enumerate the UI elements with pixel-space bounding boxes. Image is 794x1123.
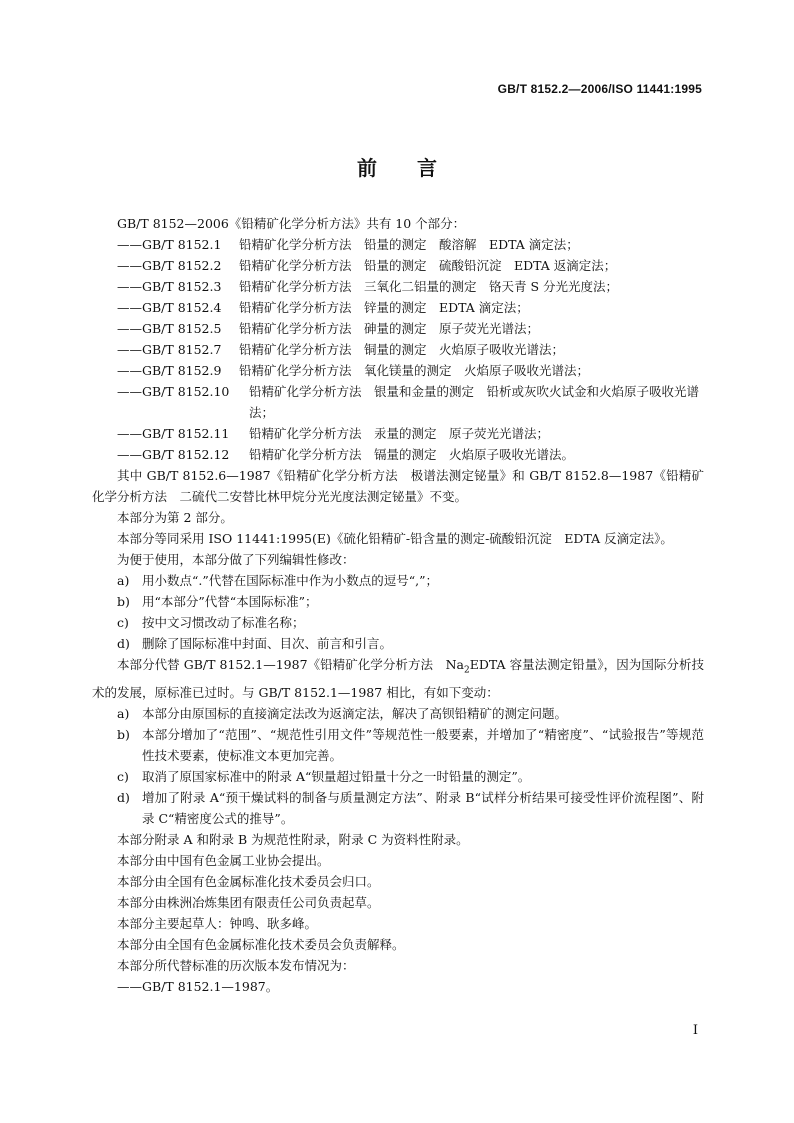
intro-paragraph: GB/T 8152—2006《铅精矿化学分析方法》共有 10 个部分：	[117, 216, 466, 231]
list-item: b) 用“本部分”代替“本国际标准”；	[117, 594, 318, 609]
editorial-changes-list	[92, 570, 704, 654]
list-item: ——GB/T 8152.1 铅精矿化学分析方法 铅量的测定 酸溶解 EDTA 滴定法；	[117, 237, 579, 252]
unchanged-parts-paragraph: 其中 GB/T 8152.6—1987《铅精矿化学分析方法 极谱法测定铋量》和 GB/T 8152.8—1987《铅精矿化学分析方法 二硫代二安替比林甲烷分光光度法测定铋量》不变。	[92, 468, 704, 504]
history-item: ——GB/T 8152.1—1987。	[117, 978, 279, 994]
drafter-org-paragraph: 本部分由株洲冶炼集团有限责任公司负责起草。	[117, 894, 380, 910]
list-item: ——GB/T 8152.12 铅精矿化学分析方法 镉量的测定 火焰原子吸收光谱法。	[117, 447, 575, 462]
foreword-body	[92, 213, 704, 997]
page-title: 前言	[357, 156, 477, 180]
list-item: c) 按中文习惯改动了标准名称；	[117, 615, 305, 630]
list-item: a) 本部分由原国标的直接滴定法改为返滴定法，解决了高钡铅精矿的测定问题。	[117, 705, 568, 721]
committee-paragraph: 本部分由全国有色金属标准化技术委员会归口。	[117, 873, 380, 889]
list-item: ——GB/T 8152.10 铅精矿化学分析方法 银量和金量的测定 铅析或灰吹火试金和火焰原子吸收光谱法；	[117, 384, 700, 420]
page-number: I	[692, 1023, 698, 1038]
proposer-paragraph: 本部分由中国有色金属工业协会提出。	[117, 852, 330, 868]
list-item: ——GB/T 8152.7 铅精矿化学分析方法 铜量的测定 火焰原子吸收光谱法；	[117, 342, 565, 357]
list-item: ——GB/T 8152.5 铅精矿化学分析方法 砷量的测定 原子荧光光谱法；	[117, 321, 540, 336]
replacement-paragraph: 本部分代替 GB/T 8152.1—1987《铅精矿化学分析方法 $Na_2EDTA$ 容量法测定铅量》，因为国际分析技术的发展，原标准已过时。与 GB/T 8152.1—1987 相比，有如下变动：	[92, 657, 704, 700]
list-item: b) 本部分增加了“范围”、“规范性引用文件”等规范性一般要素，并增加了“精密度”、“试验报告”等规范性技术要素，使标准文本更加完善。	[117, 726, 704, 763]
iso-adoption-paragraph: 本部分等同采用 ISO 11441:1995(E)《硫化铅精矿-铅含量的测定-硫酸铅沉淀 EDTA 反滴定法》。	[117, 531, 673, 546]
technical-changes-list	[92, 703, 704, 829]
list-item: c) 取消了原国家标准中的附录 A“钡量超过铅量十分之一时铅量的测定”。	[117, 768, 531, 784]
list-item: ——GB/T 8152.3 铅精矿化学分析方法 三氧化二铝量的测定 铬天青 S 分光光度法；	[117, 279, 619, 294]
history-intro-paragraph: 本部分所代替标准的历次版本发布情况为：	[117, 957, 355, 973]
interpretation-paragraph: 本部分由全国有色金属标准化技术委员会负责解释。	[117, 936, 405, 952]
part-number-paragraph: 本部分为第 2 部分。	[117, 510, 233, 525]
list-item: a) 用小数点“.”代替在国际标准中作为小数点的逗号“,”；	[117, 573, 439, 588]
list-item: d) 删除了国际标准中封面、目次、前言和引言。	[117, 636, 393, 651]
list-item: ——GB/T 8152.9 铅精矿化学分析方法 氧化镁量的测定 火焰原子吸收光谱法；	[117, 363, 590, 378]
parts-list	[92, 234, 704, 465]
drafters-paragraph: 本部分主要起草人：钟鸣、耿多峰。	[117, 915, 318, 931]
list-item: ——GB/T 8152.2 铅精矿化学分析方法 铅量的测定 硫酸铅沉淀 EDTA 返滴定法；	[117, 258, 617, 273]
list-item: d) 增加了附录 A“预干燥试料的制备与质量测定方法”、附录 B“试样分析结果可接受性评价流程图”、附录 C“精密度公式的推导”。	[117, 789, 704, 826]
editorial-changes-intro: 为便于使用，本部分做了下列编辑性修改：	[117, 552, 355, 567]
annex-paragraph: 本部分附录 A 和附录 B 为规范性附录，附录 C 为资料性附录。	[117, 831, 469, 847]
document-code-header: GB/T 8152.2—2006/ISO 11441:1995	[497, 82, 702, 96]
list-item: ——GB/T 8152.4 铅精矿化学分析方法 锌量的测定 EDTA 滴定法；	[117, 300, 529, 315]
list-item: ——GB/T 8152.11 铅精矿化学分析方法 汞量的测定 原子荧光光谱法；	[117, 426, 550, 441]
